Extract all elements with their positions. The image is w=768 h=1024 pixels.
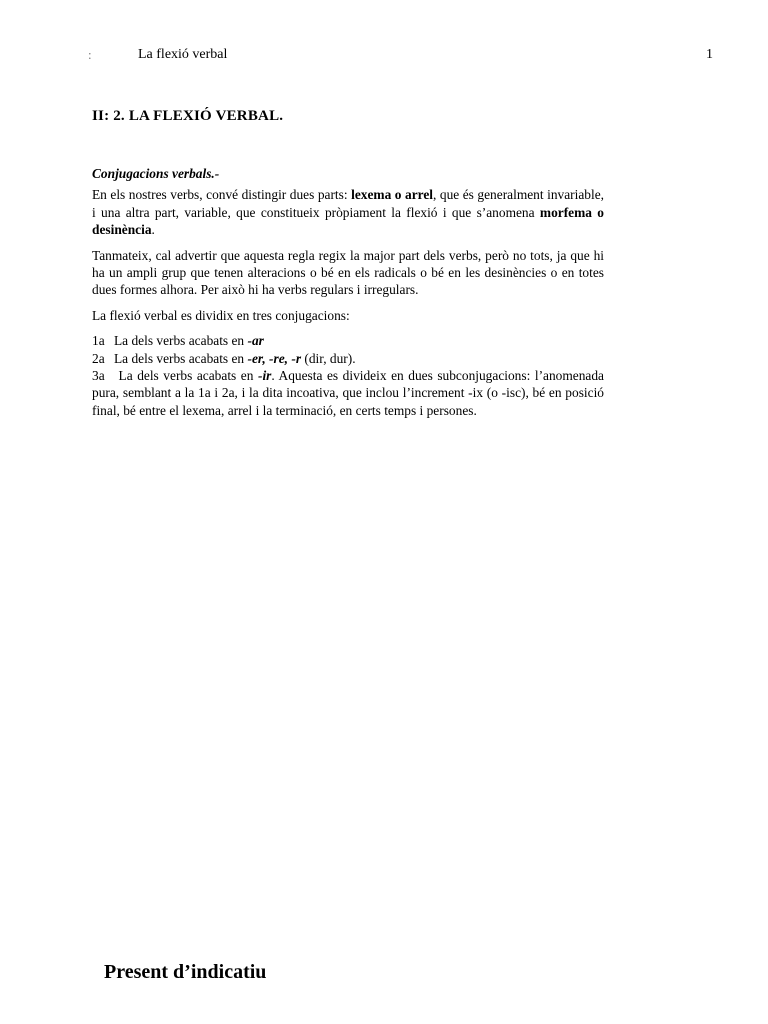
- term-morfema: morfema o desinència: [92, 204, 605, 238]
- paragraph-parts-text-a: En els nostres verbs, convé distingir dues parts:: [92, 187, 352, 203]
- subheading-conjugations: Conjugacions verbals.-: [92, 166, 220, 181]
- page-number: 1: [706, 47, 713, 62]
- conjugation-item: [92, 367, 604, 419]
- conjugation-number: 2a: [92, 350, 105, 366]
- present-indicative-title: Present d’indicatiu: [104, 961, 267, 983]
- conjugation-item: [92, 350, 604, 367]
- conjugation-number: 3a: [92, 368, 105, 384]
- conjugation-ending: -ar: [247, 333, 264, 349]
- conjugation-text-b: (dir, dur).: [301, 350, 356, 366]
- conjugation-text-a: La dels verbs acabats en: [114, 350, 248, 366]
- conjugation-number: 1a: [92, 333, 105, 349]
- header-mark: :: [88, 47, 92, 62]
- paragraph-parts-text-b: , que és generalment invariable, i una altra part, variable, que constitueix pròpiament la flexió i que s’anomena: [92, 187, 604, 220]
- conjugation-list: [92, 332, 604, 419]
- paragraph-parts-text-c: .: [151, 222, 155, 238]
- paragraph-irregulars: Tanmateix, cal advertir que aquesta regla regix la major part dels verbs, però no tots, ja que hi ha un ampli grup que tenen alteracions o bé en els radicals o bé en les desinències o en totes dues formes alhora. Per això hi ha verbs regulars i irregulars.: [92, 247, 604, 298]
- paragraph-intro-conjugations: La flexió verbal es dividix en tres conjugacions:: [92, 307, 350, 323]
- conjugation-text-a: La dels verbs acabats en: [114, 333, 248, 349]
- conjugation-text-b: . Aquesta es divideix en dues subconjugacions: l’anomenada pura, semblant a la 1a i 2a, i la dita incoativa, que inclou l’increment -ix (o -isc), bé en posició final, bé entre el lexema, arrel i la terminació, en certs temps i persones.: [92, 368, 604, 418]
- header-title: La flexió verbal: [138, 47, 228, 62]
- term-lexema: lexema o arrel: [351, 187, 434, 203]
- section-heading: II: 2. LA FLEXIÓ VERBAL.: [92, 108, 284, 124]
- document-body: [92, 165, 604, 419]
- conjugation-ending: -er, -re, -r: [247, 350, 302, 366]
- conjugation-text-a: La dels verbs acabats en: [114, 368, 258, 384]
- conjugation-item: [92, 332, 604, 349]
- paragraph-parts: [92, 186, 604, 238]
- conjugation-ending: -ir: [257, 368, 272, 384]
